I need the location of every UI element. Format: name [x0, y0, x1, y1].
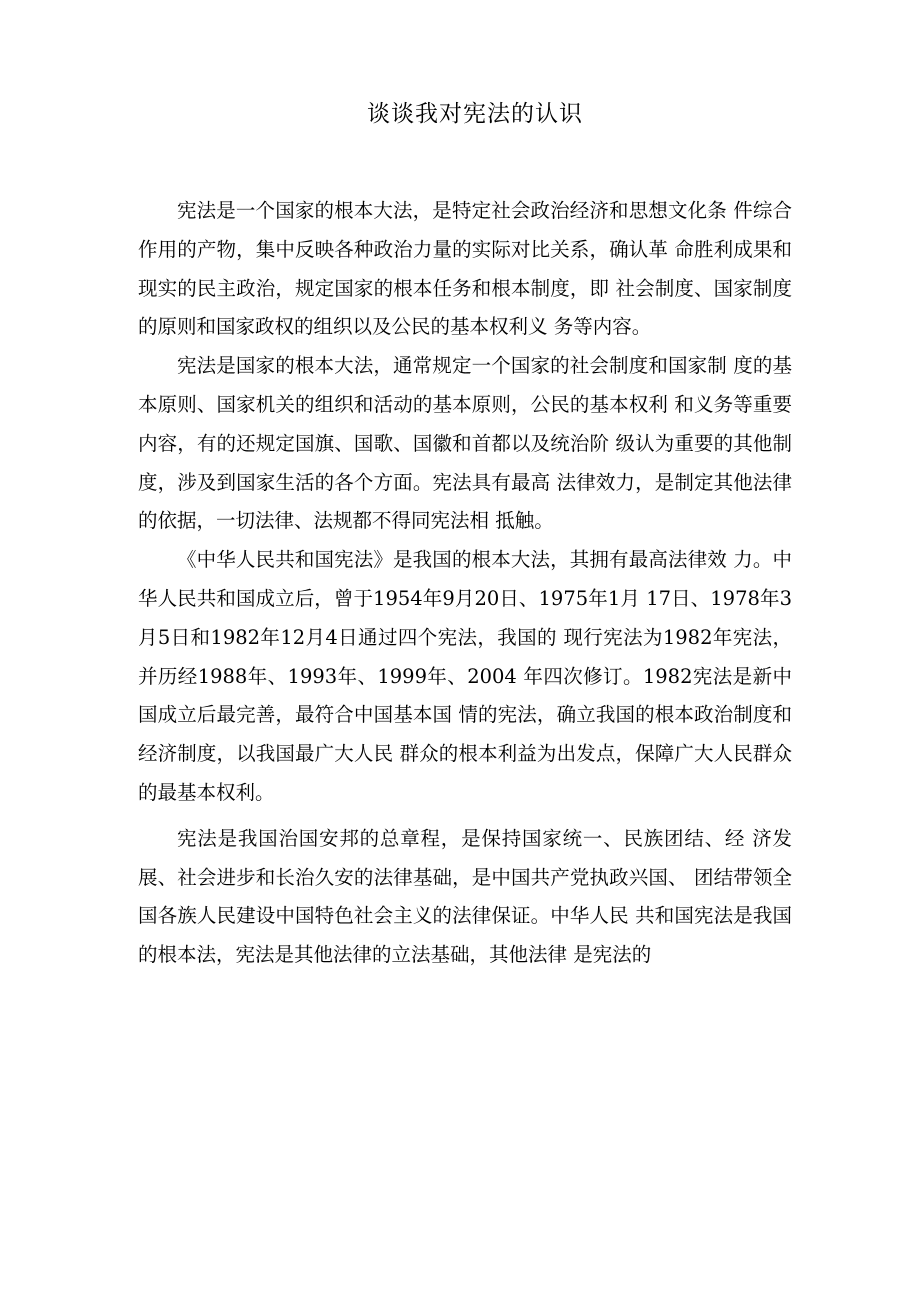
- paragraph-1: 宪法是一个国家的根本大法，是特定社会政治经济和思想文化条 件综合作用的产物，集中反映各种政治力量的实际对比关系，确认革 命胜利成果和现实的民主政治，规定国家的根本任务和根本制度，即 社会制度、国家制度的原则和国家政权的组织以及公民的基本权利义 务等内容。: [138, 199, 792, 339]
- paragraph-2: 宪法是国家的根本大法，通常规定一个国家的社会制度和国家制 度的基本原则、国家机关的组织和活动的基本原则，公民的基本权利 和义务等重要内容，有的还规定国旗、国歌、国徽和首都以及统治阶 级认为重要的其他制度，涉及到国家生活的各个方面。宪法具有最高 法律效力，是制定其他法律的依据，一切法律、法规都不得同宪法相 抵触。: [138, 354, 792, 533]
- document-body: [138, 192, 792, 975]
- paragraph-4: 宪法是我国治国安邦的总章程，是保持国家统一、民族团结、经 济发展、社会进步和长治久安的法律基础，是中国共产党执政兴国、 团结带领全国各族人民建设中国特色社会主义的法律保证。中华人民 共和国宪法是我国的根本法，宪法是其他法律的立法基础，其他法律 是宪法的: [138, 826, 792, 967]
- paragraph-3: 《中华人民共和国宪法》是我国的根本大法，其拥有最高法律效 力。中华人民共和国成立后，曾于1954年9月20日、1975年1月 17日、1978年3月5日和1982年12月4日通过四个宪法，我国的 现行宪法为1982年宪法，并历经1988年、1993年、1999年、2004 年四次修订。1982宪法是新中国成立后最完善，最符合中国基本国 情的宪法，确立我国的根本政治制度和经济制度，以我国最广大人民 群众的根本利益为出发点，保障广大人民群众的最基本权利。: [138, 548, 792, 804]
- document-title: 谈谈我对宪法的认识: [367, 101, 583, 127]
